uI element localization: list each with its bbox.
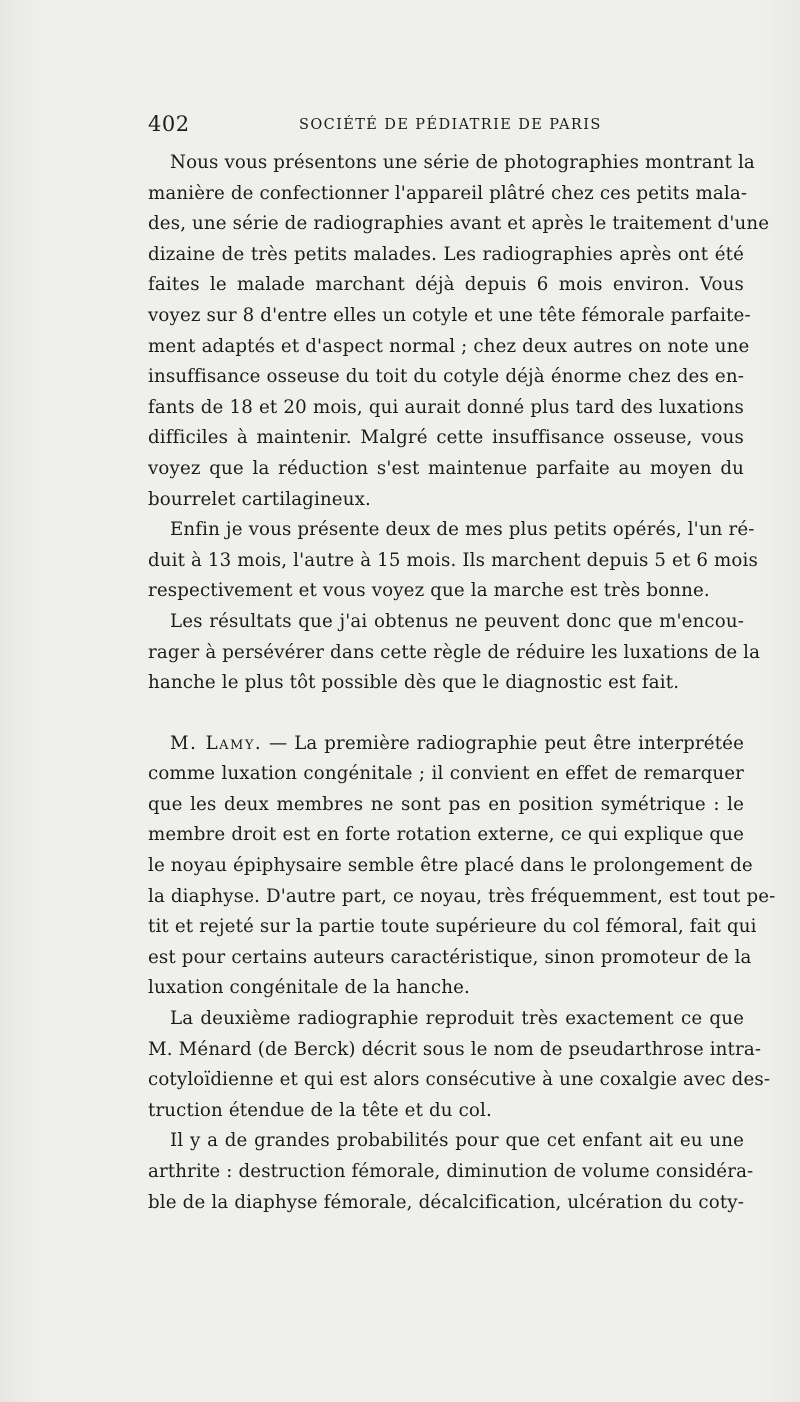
paragraph bbox=[148, 515, 758, 607]
text-line: la diaphyse. D'autre part, ce noyau, très fréquemment, est tout pe- bbox=[148, 885, 776, 907]
text-line: insuffisance osseuse du toit du cotyle déjà énorme chez des en- bbox=[148, 366, 744, 388]
text-line: bourrelet cartilagineux. bbox=[148, 488, 371, 510]
text-line: membre droit est en forte rotation externe, ce qui explique que bbox=[148, 824, 744, 846]
paragraph bbox=[148, 1004, 771, 1126]
text-line: Les résultats que j'ai obtenus ne peuvent donc que m'encou- bbox=[170, 610, 744, 632]
text-line: truction étendue de la tête et du col. bbox=[148, 1099, 492, 1121]
text-line: que les deux membres ne sont pas en position symétrique : le bbox=[148, 793, 744, 815]
paragraph bbox=[148, 1126, 754, 1218]
text-line: Il y a de grandes probabilités pour que cet enfant ait eu une bbox=[170, 1130, 744, 1152]
text-line: rager à persévérer dans cette règle de réduire les luxations de la bbox=[148, 641, 761, 663]
body-text bbox=[148, 148, 776, 1218]
paragraph bbox=[148, 607, 761, 699]
text-line: respectivement et vous voyez que la marche est très bonne. bbox=[148, 580, 710, 602]
text-line: M. Ménard (de Berck) décrit sous le nom de pseudarthrose intra- bbox=[148, 1038, 762, 1060]
speaker-name: M. Lamy. bbox=[170, 732, 263, 754]
text-line: faites le malade marchant déjà depuis 6 mois environ. Vous bbox=[148, 274, 744, 296]
running-head: SOCIÉTÉ DE PÉDIATRIE DE PARIS bbox=[299, 117, 602, 133]
text-line: duit à 13 mois, l'autre à 15 mois. Ils marchent depuis 5 et 6 mois bbox=[148, 549, 758, 571]
text-line: comme luxation congénitale ; il convient en effet de remarquer bbox=[148, 763, 744, 785]
text-line: dizaine de très petits malades. Les radiographies après ont été bbox=[148, 243, 744, 265]
text-line: luxation congénitale de la hanche. bbox=[148, 977, 470, 999]
text-line: ment adaptés et d'aspect normal ; chez deux autres on note une bbox=[148, 335, 750, 357]
text-line: hanche le plus tôt possible dès que le diagnostic est fait. bbox=[148, 672, 680, 694]
text-line: voyez que la réduction s'est maintenue parfaite au moyen du bbox=[148, 457, 744, 479]
text-line: difficiles à maintenir. Malgré cette insuffisance osseuse, vous bbox=[148, 427, 744, 449]
text-line: manière de confectionner l'appareil plâtré chez ces petits mala- bbox=[148, 182, 748, 204]
text-line: cotyloïdienne et qui est alors consécutive à une coxalgie avec des- bbox=[148, 1069, 771, 1091]
page-header bbox=[148, 112, 748, 142]
text-line: tit et rejeté sur la partie toute supérieure du col fémoral, fait qui bbox=[148, 916, 757, 938]
speaker-line-text: — La première radiographie peut être interprétée bbox=[262, 732, 745, 754]
text-line: le noyau épiphysaire semble être placé dans le prolongement de bbox=[148, 855, 753, 877]
text-line: fants de 18 et 20 mois, qui aurait donné plus tard des luxations bbox=[148, 396, 744, 418]
text-line: est pour certains auteurs caractéristique, sinon promoteur de la bbox=[148, 946, 752, 968]
text-line: des, une série de radiographies avant et après le traitement d'une bbox=[148, 213, 770, 235]
text-line: Enfin je vous présente deux de mes plus petits opérés, l'un ré- bbox=[170, 519, 755, 541]
section-gap bbox=[148, 699, 744, 729]
text-line bbox=[148, 729, 744, 760]
text-line: La deuxième radiographie reproduit très exactement ce que bbox=[170, 1008, 744, 1030]
page-number: 402 bbox=[148, 112, 190, 136]
text-line: arthrite : destruction fémorale, diminution de volume considéra- bbox=[148, 1161, 754, 1182]
text-line: Nous vous présentons une série de photographies montrant la bbox=[170, 152, 755, 173]
paragraph bbox=[148, 148, 770, 515]
text-line: voyez sur 8 d'entre elles un cotyle et une tête fémorale parfaite- bbox=[148, 304, 751, 326]
text-line: ble de la diaphyse fémorale, décalcification, ulcération du coty- bbox=[148, 1191, 744, 1213]
paragraph bbox=[148, 729, 776, 1004]
